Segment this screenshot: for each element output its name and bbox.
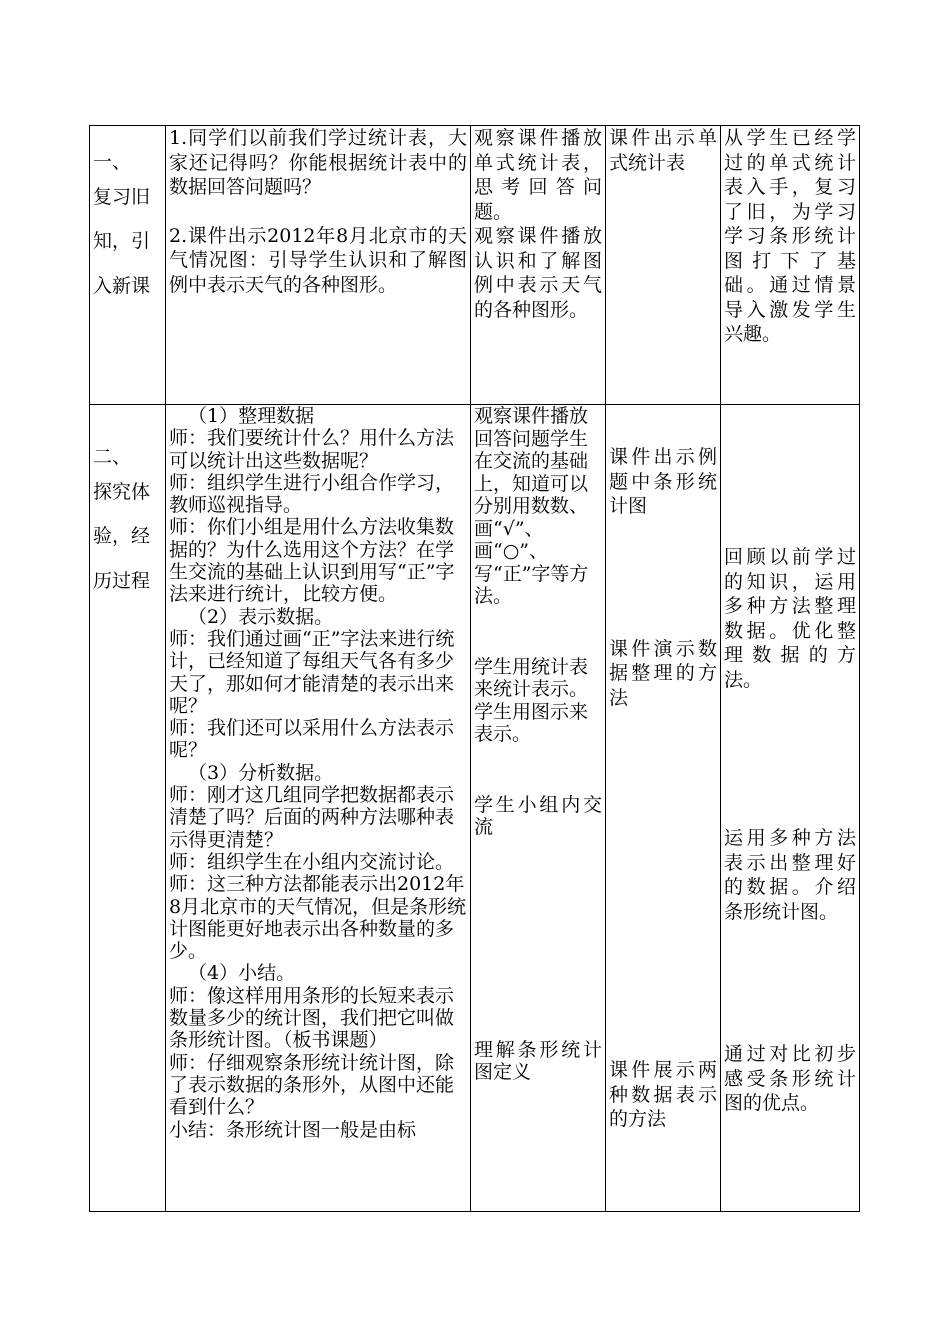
student-activity-cell	[471, 405, 606, 1212]
segment-label: 复习旧	[93, 185, 151, 208]
segment-label: 探究体	[93, 480, 151, 503]
process-text: （4）小结。	[188, 962, 296, 985]
process-text: （2）表示数据。	[188, 605, 334, 628]
student-text: 学生用统计表来统计表示。	[474, 655, 589, 700]
segment-label: 历过程	[93, 569, 151, 592]
media-text: 课件出示例题中条形统计图	[609, 446, 717, 517]
design-intent-cell	[721, 405, 860, 1212]
process-text: 师：我们要统计什么？用什么方法可以统计出这些数据呢？	[169, 427, 455, 472]
teaching-process-cell	[166, 126, 471, 405]
segment-label: 验，经	[93, 525, 151, 547]
aim-text: 运用多种方法表示出整理好的数据。介绍条形统计图。	[724, 827, 856, 923]
student-text: 学生用图示来表示。	[474, 700, 589, 745]
student-text: 学生小组内交流	[474, 793, 602, 838]
student-activity-cell	[471, 126, 606, 405]
process-text: 师：仔细观察条形统计统计图，除了表示数据的条形外，从图中还能看到什么？	[169, 1051, 455, 1119]
student-text: 观察课件播放认识和了解图例中表示天气的各种图形。	[474, 225, 602, 321]
design-intent-cell	[721, 126, 860, 405]
segment-cell	[90, 405, 166, 1212]
process-text: 2.课件出示2012年8月北京市的天气情况图：引导学生认识和了解图例中表示天气的各种图形。	[169, 224, 467, 296]
table-row	[90, 405, 860, 1212]
process-text: 1.同学们以前我们学过统计表，大家还记得吗？你能根据统计表中的数据回答问题吗？	[169, 127, 467, 198]
aim-text: 从学生已经学过的单式统计表入手，复习了旧，为学习学习条形统计图打下了基础。通过情景导入激发学生兴趣。	[724, 127, 856, 345]
process-text: 师：这三种方法都能表示出2012年8月北京市的天气情况，但是条形统计图能更好地表示出各种数量的多少。	[169, 873, 467, 963]
process-text: 师：组织学生在小组内交流讨论。	[169, 850, 455, 873]
process-text: 师：我们通过画“正”字法来进行统计，已经知道了每组天气各有多少天了，那如何才能清楚的表示出来呢？	[169, 627, 455, 717]
process-text: （3）分析数据。	[188, 761, 334, 784]
process-text: 师：组织学生进行小组合作学习，教师巡视指导。	[169, 471, 455, 517]
spacer	[169, 200, 467, 224]
process-text: （1）整理数据	[188, 405, 315, 427]
aim-text: 通过对比初步感受条形统计图的优点。	[724, 1043, 856, 1114]
process-text: 师：刚才这几组同学把数据都表示清楚了吗？后面的两种方法哪种表示得更清楚？	[169, 784, 455, 851]
segment-cell	[90, 126, 166, 405]
process-text: 师：像这样用用条形的长短来表示数量多少的统计图，我们把它叫做条形统计图。（板书课题）	[169, 984, 455, 1052]
process-text: 师：我们还可以采用什么方法表示呢？	[169, 717, 455, 762]
lesson-plan-table	[89, 125, 860, 1212]
student-text: 观察课件播放单式统计表，思考回答问题。	[474, 127, 602, 223]
segment-label: 知，引	[93, 230, 151, 252]
media-text: 课件出示单式统计表	[609, 127, 717, 174]
student-text: 观察课件播放回答问题学生在交流的基础上，知道可以分别用数数、画“√”、画“○”、写“正”字等方法。	[474, 405, 589, 607]
segment-label: 二、	[93, 446, 132, 468]
process-text: 小结：条形统计图一般是由标	[169, 1118, 417, 1141]
process-text: 师：你们小组是用什么方法收集数据的？为什么选用这个方法？在学生交流的基础上认识到用写“正”字法来进行统计，比较方便。	[169, 516, 455, 606]
segment-label: 入新课	[93, 274, 151, 297]
table-row	[90, 126, 860, 405]
media-text: 课件展示两种数据表示的方法	[609, 1059, 717, 1130]
media-text: 课件演示数据整理的方法	[609, 637, 717, 709]
media-cell	[606, 405, 721, 1212]
teaching-process-cell	[166, 405, 471, 1212]
aim-text: 回顾以前学过的知识，运用多种方法整理数据。优化整理数据的方法。	[724, 546, 856, 691]
segment-label: 一、	[93, 151, 132, 173]
student-text: 理解条形统计图定义	[474, 1038, 602, 1083]
media-cell	[606, 126, 721, 405]
